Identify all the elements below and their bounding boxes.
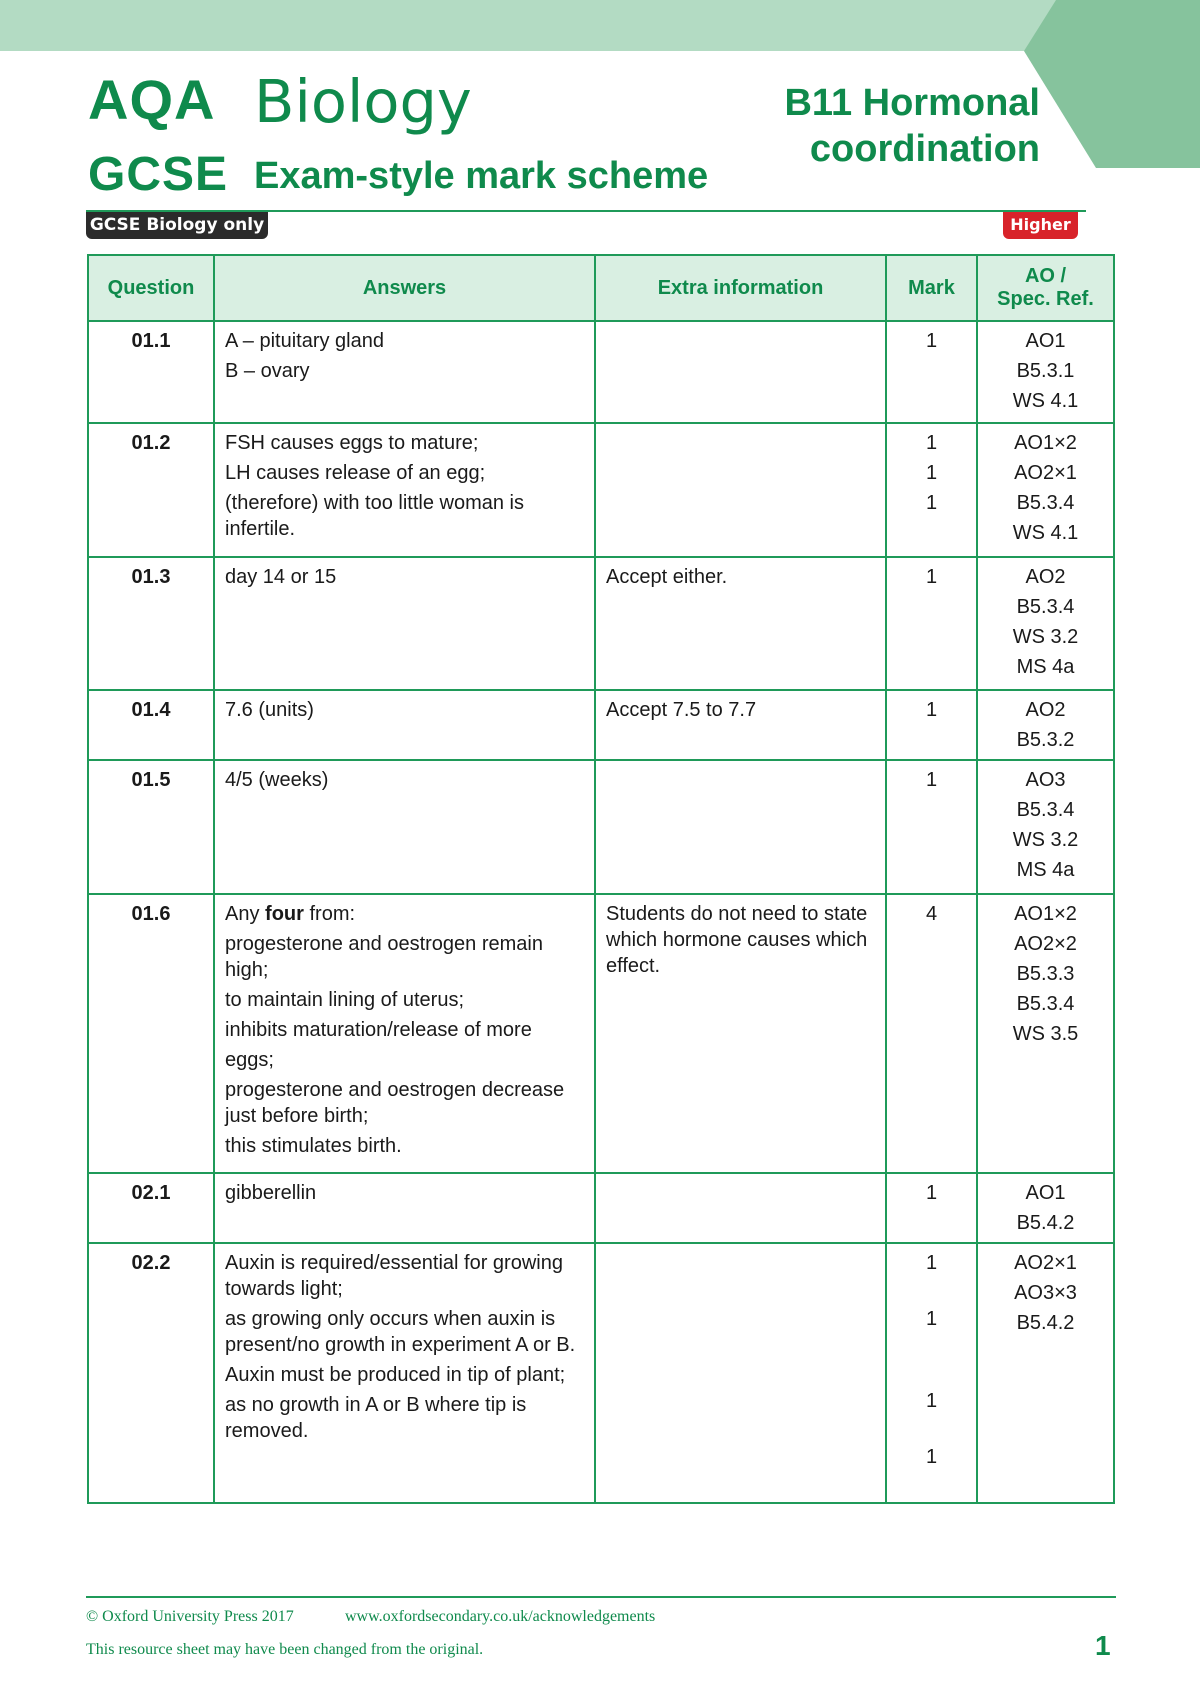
extra-cell xyxy=(595,1173,886,1243)
table-row xyxy=(88,1243,1114,1503)
answer-line: as no growth in A or B where tip is removed. xyxy=(225,1394,527,1442)
mark-value: 1 xyxy=(925,1252,938,1274)
chapter-title-line2: coordination xyxy=(809,128,1040,170)
mark-value: 1 xyxy=(925,566,938,588)
ao-ref: WS 3.5 xyxy=(1012,1023,1079,1045)
mark-cell xyxy=(886,321,977,423)
answers-cell xyxy=(214,760,595,894)
page-subtitle: Exam-style mark scheme xyxy=(254,155,709,197)
header-ao-line2: Spec. Ref. xyxy=(997,288,1094,310)
question-number: 01.1 xyxy=(88,321,214,423)
ao-ref: WS 4.1 xyxy=(1012,390,1079,412)
answer-intro-lead: Any xyxy=(225,903,266,925)
ao-ref: B5.3.4 xyxy=(1016,799,1075,821)
answer-line: day 14 or 15 xyxy=(225,566,337,588)
answers-cell xyxy=(214,894,595,1173)
footer-note: This resource sheet may have been changed from the original. xyxy=(86,1641,484,1658)
table-row xyxy=(88,423,1114,557)
table-row xyxy=(88,894,1114,1173)
mark-value: 4 xyxy=(925,903,938,925)
mark-cell xyxy=(886,690,977,760)
extra-line: Students do not need to state which hormone causes which effect. xyxy=(606,903,868,977)
gcse-biology-only-badge: GCSE Biology only xyxy=(86,212,268,239)
answer-intro xyxy=(225,901,584,927)
answer-line: inhibits maturation/release of more xyxy=(225,1019,532,1041)
extra-cell xyxy=(595,760,886,894)
extra-cell xyxy=(595,690,886,760)
ao-ref: AO2×1 xyxy=(1014,1252,1077,1274)
mark-value: 1 xyxy=(925,699,938,721)
higher-tier-badge: Higher xyxy=(1003,212,1078,239)
ao-cell xyxy=(977,423,1114,557)
ao-ref: WS 3.2 xyxy=(1012,829,1079,851)
extra-cell xyxy=(595,423,886,557)
mark-value: 1 xyxy=(925,492,938,514)
ao-cell xyxy=(977,690,1114,760)
ao-ref: AO1×2 xyxy=(1014,432,1077,454)
ao-ref: MS 4a xyxy=(1016,656,1075,678)
ao-ref: B5.3.4 xyxy=(1016,492,1075,514)
answer-line: progesterone and oestrogen decrease just before birth; xyxy=(225,1079,565,1127)
ao-ref: B5.4.2 xyxy=(1016,1312,1075,1334)
answer-line: eggs; xyxy=(225,1049,274,1071)
question-number: 01.4 xyxy=(88,690,214,760)
mark-value: 1 xyxy=(925,432,938,454)
answer-line: as growing only occurs when auxin is present/no growth in experiment A or B. xyxy=(225,1308,576,1356)
ao-ref: AO1 xyxy=(1025,1182,1066,1204)
header-mark: Mark xyxy=(886,255,977,321)
mark-scheme-table xyxy=(87,254,1115,1504)
mark-value: 1 xyxy=(925,1446,938,1468)
answers-cell xyxy=(214,557,595,690)
mark-value: 1 xyxy=(925,1182,938,1204)
extra-line: Accept 7.5 to 7.7 xyxy=(606,699,757,721)
header-answers: Answers xyxy=(214,255,595,321)
chapter-title xyxy=(680,80,1040,172)
ao-ref: AO3×3 xyxy=(1014,1282,1077,1304)
answer-line: (therefore) with too little woman is infertile. xyxy=(225,492,525,540)
header-ao-line1: AO / xyxy=(1024,265,1067,287)
answer-line: Auxin must be produced in tip of plant; xyxy=(225,1364,566,1386)
mark-value: 1 xyxy=(925,769,938,791)
ao-ref: MS 4a xyxy=(1016,859,1075,881)
question-number: 01.2 xyxy=(88,423,214,557)
answer-line: A – pituitary gland xyxy=(225,330,384,352)
ao-cell xyxy=(977,1173,1114,1243)
ao-ref: AO3 xyxy=(1025,769,1066,791)
question-number: 01.6 xyxy=(88,894,214,1173)
table-row xyxy=(88,557,1114,690)
answers-cell xyxy=(214,1173,595,1243)
ao-ref: AO2 xyxy=(1025,566,1066,588)
ao-ref: AO1×2 xyxy=(1014,903,1077,925)
question-number: 01.5 xyxy=(88,760,214,894)
mark-cell xyxy=(886,1173,977,1243)
answer-line: 4/5 (weeks) xyxy=(225,769,329,791)
mark-value: 1 xyxy=(925,462,938,484)
footer-rule xyxy=(86,1596,1116,1598)
mark-value: 1 xyxy=(925,330,938,352)
extra-cell xyxy=(595,894,886,1173)
page-number: 1 xyxy=(1095,1630,1111,1661)
answer-intro-tail: from: xyxy=(303,903,356,925)
ao-ref: B5.4.2 xyxy=(1016,1212,1075,1234)
header-extra-information: Extra information xyxy=(595,255,886,321)
mark-cell xyxy=(886,1243,977,1503)
question-number: 01.3 xyxy=(88,557,214,690)
ao-ref: B5.3.2 xyxy=(1016,729,1075,751)
header-ao-spec-ref xyxy=(977,255,1114,321)
ao-ref: B5.3.4 xyxy=(1016,596,1075,618)
header-question: Question xyxy=(88,255,214,321)
answer-line: B – ovary xyxy=(225,360,310,382)
ao-ref: AO2 xyxy=(1025,699,1066,721)
answer-line: to maintain lining of uterus; xyxy=(225,989,465,1011)
ao-ref: B5.3.4 xyxy=(1016,993,1075,1015)
brand-aqa-logo: AQA xyxy=(88,68,216,131)
extra-cell xyxy=(595,321,886,423)
table-row xyxy=(88,760,1114,894)
ao-cell xyxy=(977,760,1114,894)
answer-intro-bold: four xyxy=(265,903,304,925)
ao-cell xyxy=(977,894,1114,1173)
footer-acknowledgements-link[interactable]: www.oxfordsecondary.co.uk/acknowledgements xyxy=(345,1608,656,1625)
extra-cell xyxy=(595,1243,886,1503)
question-number: 02.2 xyxy=(88,1243,214,1503)
answer-line: FSH causes eggs to mature; xyxy=(225,432,479,454)
ao-ref: B5.3.1 xyxy=(1016,360,1075,382)
footer-copyright: © Oxford University Press 2017 xyxy=(86,1608,294,1625)
answer-line: gibberellin xyxy=(225,1182,317,1204)
ao-ref: WS 3.2 xyxy=(1012,626,1079,648)
extra-cell xyxy=(595,557,886,690)
table-row xyxy=(88,690,1114,760)
question-number: 02.1 xyxy=(88,1173,214,1243)
ao-ref: AO1 xyxy=(1025,330,1066,352)
brand-subject: Biology xyxy=(254,67,472,136)
answers-cell xyxy=(214,321,595,423)
brand-gcse: GCSE xyxy=(88,148,229,201)
ao-ref: AO2×1 xyxy=(1014,462,1077,484)
answer-line: Auxin is required/essential for growing towards light; xyxy=(225,1252,563,1300)
mark-value: 1 xyxy=(925,1390,938,1412)
answer-line: LH causes release of an egg; xyxy=(225,462,486,484)
extra-line: Accept either. xyxy=(606,566,728,588)
answers-cell xyxy=(214,690,595,760)
answer-line: this stimulates birth. xyxy=(225,1135,402,1157)
mark-value: 1 xyxy=(925,1308,938,1330)
chapter-title-line1: B11 Hormonal xyxy=(784,82,1040,124)
mark-cell xyxy=(886,557,977,690)
ao-cell xyxy=(977,1243,1114,1503)
ao-cell xyxy=(977,557,1114,690)
ao-ref: AO2×2 xyxy=(1014,933,1077,955)
table-row xyxy=(88,1173,1114,1243)
table-header-row xyxy=(88,255,1114,321)
answer-line: 7.6 (units) xyxy=(225,699,314,721)
ao-ref: WS 4.1 xyxy=(1012,522,1079,544)
answers-cell xyxy=(214,1243,595,1503)
mark-cell xyxy=(886,760,977,894)
mark-cell xyxy=(886,423,977,557)
answer-line: progesterone and oestrogen remain high; xyxy=(225,933,543,981)
ao-ref: B5.3.3 xyxy=(1016,963,1075,985)
answers-cell xyxy=(214,423,595,557)
mark-cell xyxy=(886,894,977,1173)
table-row xyxy=(88,321,1114,423)
ao-cell xyxy=(977,321,1114,423)
